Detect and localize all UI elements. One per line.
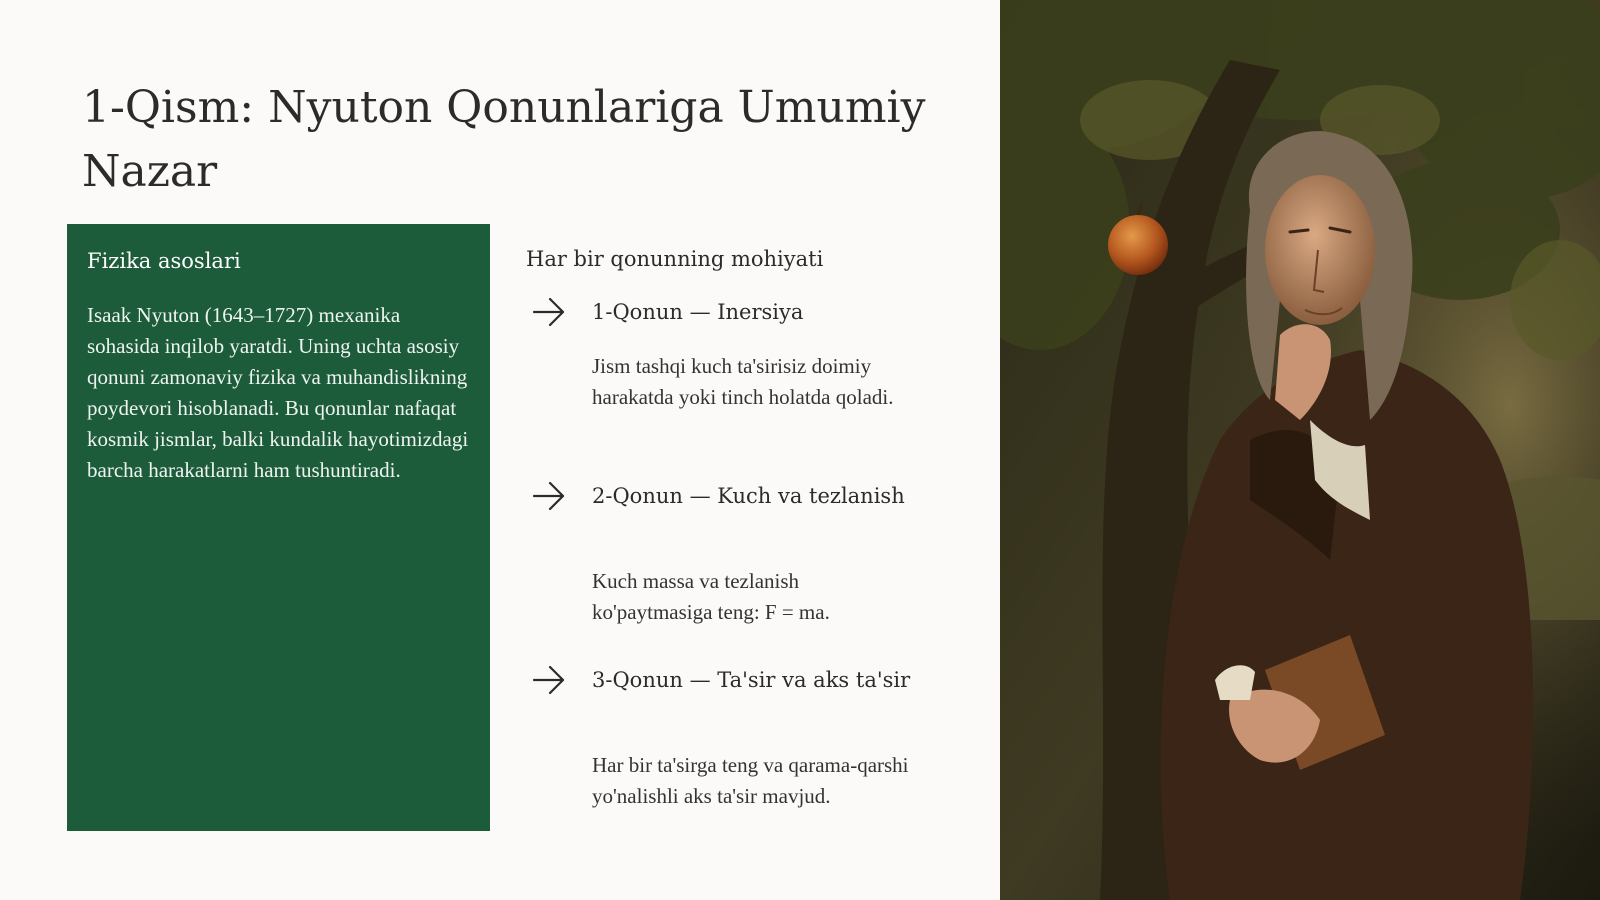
intro-card-body: Isaak Nyuton (1643–1727) mexanika sohasida inqilob yaratdi. Uning uchta asosiy qonuni zamonaviy fizika va muhandislikning poydevori hisoblanadi. Bu qonunlar nafaqat kosmik jismlar, balki kundalik hayotimizdagi barcha harakatlarni ham tushuntiradi. [87, 303, 469, 482]
newton-portrait [1000, 0, 1600, 900]
law-title: 1-Qonun — Inersiya [592, 300, 804, 324]
law-description: Kuch massa va tezlanish ko'paytmasiga teng: F = ma. [592, 569, 830, 624]
law-title: 2-Qonun — Kuch va tezlanish [592, 484, 905, 508]
slide-title: 1-Qism: Nyuton Qonunlariga Umumiy Nazar [82, 82, 926, 197]
laws-section [526, 244, 946, 808]
law-title: 3-Qonun — Ta'sir va aks ta'sir [592, 668, 911, 692]
law-item-2 [526, 476, 946, 516]
laws-heading: Har bir qonunning mohiyati [526, 247, 824, 271]
intro-card [67, 224, 490, 831]
newton-portrait-image [1000, 0, 1600, 900]
arrow-right-icon [532, 664, 566, 696]
arrow-right-icon [532, 296, 566, 328]
law-description: Jism tashqi kuch ta'sirisiz doimiy harakatda yoki tinch holatda qoladi. [592, 354, 894, 409]
law-item-1 [526, 292, 946, 332]
intro-card-heading: Fizika asoslari [87, 249, 241, 273]
law-item-3 [526, 660, 946, 700]
arrow-right-icon [532, 480, 566, 512]
law-description: Har bir ta'sirga teng va qarama-qarshi yo'nalishli aks ta'sir mavjud. [592, 753, 909, 808]
